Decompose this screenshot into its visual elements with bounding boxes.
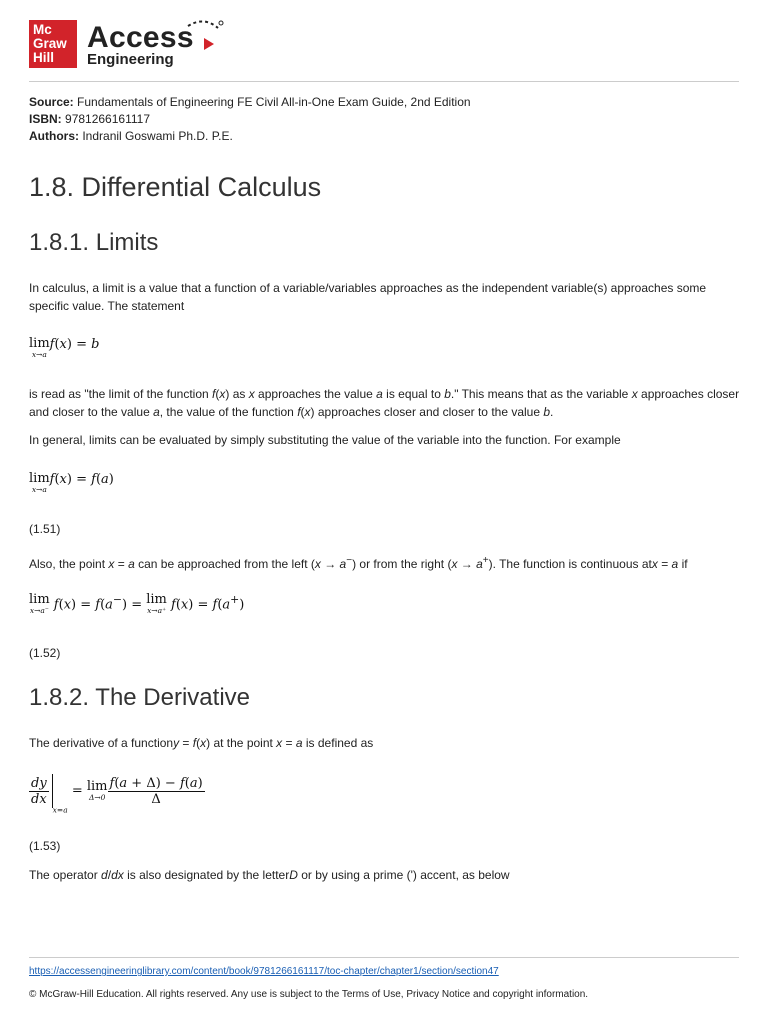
equation-1-51: lim x→a f(x) = f(a) — [29, 471, 114, 494]
equation-1-53: $\frac{dy}{dx}$ $_{x=a}$ = lim Δ→0 $\frac{f(a + \Delta) - f(a)}{\Delta}$ — [31, 775, 203, 815]
section-title: 1.8. Differential Calculus — [29, 172, 322, 202]
source-url-link[interactable]: https://accessengineeringlibrary.com/content/book/9781266161117/toc-chapter/chapter1/section/section47 — [29, 966, 499, 977]
paragraph-operator: The operator d/dx is also designated by the letterD or by using a prime (') accent, as below — [29, 868, 510, 882]
paragraph-limit-reading: is read as "the limit of the function f(x) as x approaches the value a is equal to b." This means that as the variable x approaches closer and closer to the value a, the value of the function f(x) approaches closer and closer to the value b. — [29, 387, 740, 419]
footer-divider — [29, 957, 739, 958]
subsection-derivative-title: 1.8.2. The Derivative — [29, 684, 251, 711]
source-metadata — [29, 94, 471, 145]
isbn-label: ISBN: — [29, 112, 62, 126]
authors-label: Authors: — [29, 129, 79, 143]
paragraph-derivative-definition: The derivative of a functiony = f(x) at the point x = a is defined as — [29, 736, 374, 750]
header-divider — [29, 81, 739, 82]
logo-line-3: Hill — [33, 50, 55, 65]
logo-line-2: Graw — [33, 36, 67, 51]
source-label: Source: — [29, 95, 74, 109]
equation-number-1-51: (1.51) — [29, 522, 61, 536]
isbn-value: 9781266161117 — [65, 112, 150, 126]
copyright-notice: © McGraw-Hill Education. All rights reserved. Any use is subject to the Terms of Use, Privacy Notice and copyright information. — [29, 989, 589, 1000]
equation-1-52: lim x→a⁻ f(x) = f(a−) = lim x→a⁺ f(x) = f(a+) — [29, 592, 245, 615]
subsection-limits-title: 1.8.1. Limits — [29, 229, 159, 256]
paragraph-continuity: Also, the point x = a can be approached from the left (x → a−) or from the right (x → a+). The function is continuous atx = a if — [29, 555, 688, 571]
equation-number-1-52: (1.52) — [29, 646, 61, 660]
authors-value: Indranil Goswami Ph.D. P.E. — [82, 129, 233, 143]
brand-subtitle: Engineering — [87, 51, 174, 68]
equation-number-1-53: (1.53) — [29, 839, 61, 853]
paragraph-limit-definition: In calculus, a limit is a value that a function of a variable/variables approaches as the independent variable(s) approaches some specific value. The statement — [29, 281, 707, 313]
access-engineering-brand[interactable] — [87, 22, 194, 68]
brand-arrow-icon — [180, 18, 224, 58]
equation-limit-statement: lim x→a f(x) = b — [29, 336, 100, 359]
mcgraw-hill-logo[interactable] — [29, 20, 77, 68]
brand-title: Access — [87, 21, 194, 54]
paragraph-limit-substitution: In general, limits can be evaluated by simply substituting the value of the variable into the function. For example — [29, 433, 621, 447]
logo-line-1: Mc — [33, 22, 52, 37]
source-value: Fundamentals of Engineering FE Civil All-in-One Exam Guide, 2nd Edition — [77, 95, 471, 109]
